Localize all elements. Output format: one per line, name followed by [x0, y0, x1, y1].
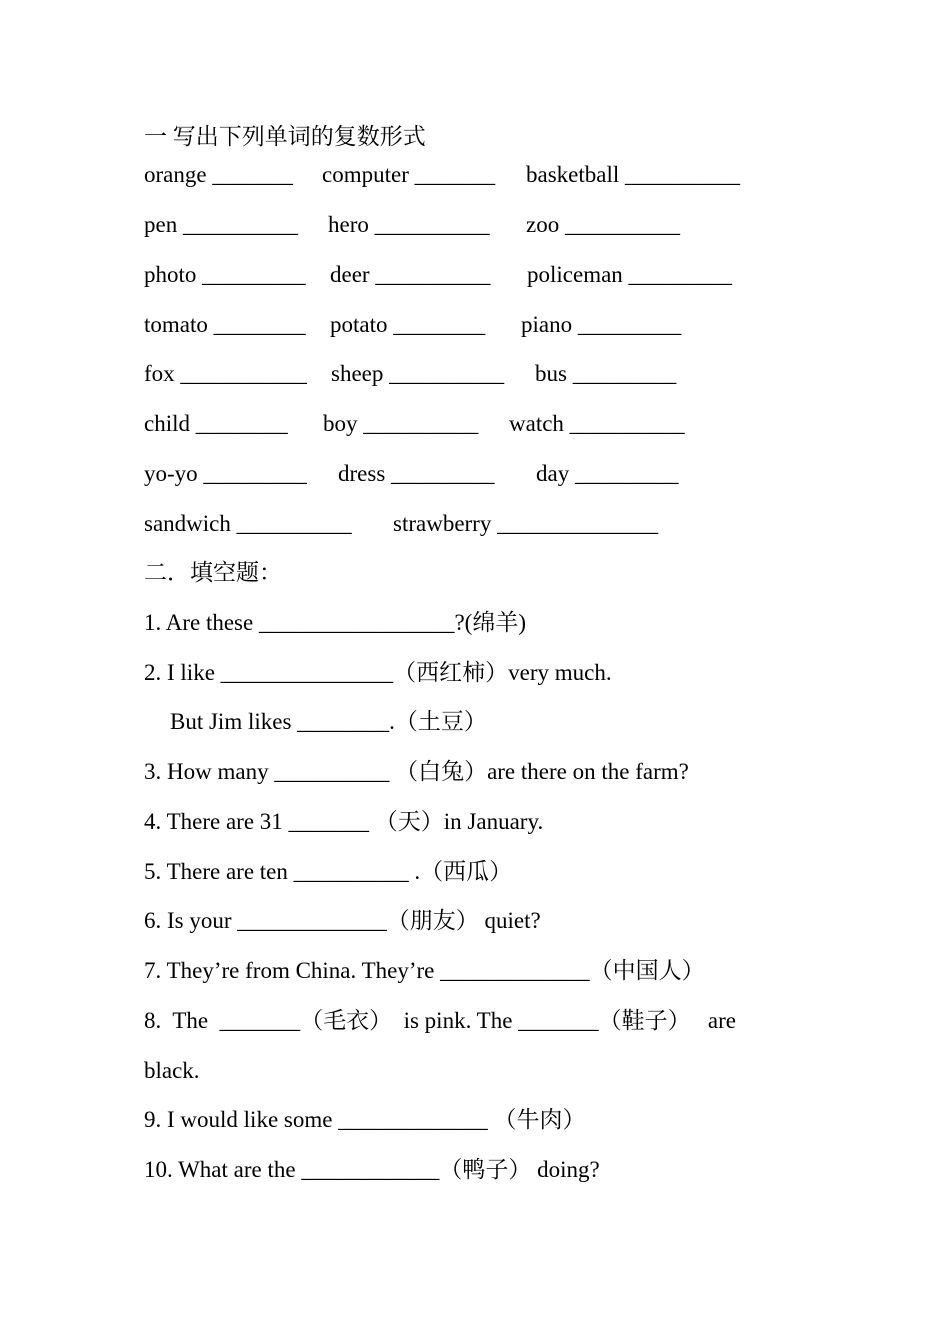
section2-title: 二．填空题： [144, 560, 282, 585]
word-item: tomato ________ [144, 312, 306, 337]
word-item: boy __________ [323, 411, 479, 436]
word-row [144, 260, 733, 290]
question-line: 6. Is your _____________（朋友） quiet? [144, 908, 541, 933]
word-row [144, 409, 685, 439]
word-item: child ________ [144, 411, 288, 436]
question-line: 8. The _______（毛衣） is pink. The _______（鞋子） are [144, 1008, 736, 1033]
question-line: 5. There are ten __________ .（西瓜） [144, 859, 513, 884]
word-item: dress _________ [338, 461, 495, 486]
word-item: pen __________ [144, 212, 298, 237]
word-row [144, 210, 680, 240]
word-row [144, 459, 679, 489]
question-line: 1. Are these _________________?(绵羊) [144, 610, 526, 635]
word-item: piano _________ [521, 312, 682, 337]
word-item: computer _______ [322, 162, 496, 187]
word-item: bus _________ [535, 361, 677, 386]
question-line: 10. What are the ____________（鸭子） doing? [144, 1157, 600, 1182]
word-item: day _________ [536, 461, 679, 486]
word-item: sheep __________ [331, 361, 505, 386]
question-line: 9. I would like some _____________ （牛肉） [144, 1107, 586, 1132]
word-item: watch __________ [509, 411, 685, 436]
question-line: black. [144, 1058, 200, 1083]
word-item: sandwich __________ [144, 511, 352, 536]
word-item: policeman _________ [527, 262, 733, 287]
word-row [144, 359, 677, 389]
question-line: 3. How many __________ （白兔）are there on the farm? [144, 759, 689, 784]
question-line: 4. There are 31 _______ （天）in January. [144, 809, 544, 834]
word-row [144, 310, 682, 340]
question-line: 2. I like _______________（西红柿）very much. [144, 660, 612, 685]
word-item: deer __________ [330, 262, 491, 287]
word-row [144, 509, 659, 539]
word-item: zoo __________ [526, 212, 680, 237]
word-item: potato ________ [330, 312, 486, 337]
question-line: But Jim likes ________.（土豆） [170, 709, 487, 734]
word-item: yo-yo _________ [144, 461, 307, 486]
word-item: orange _______ [144, 162, 293, 187]
section1-title: 一 写出下列单词的复数形式 [144, 124, 426, 149]
word-item: fox ___________ [144, 361, 307, 386]
word-item: photo _________ [144, 262, 306, 287]
word-item: strawberry ______________ [393, 511, 659, 536]
word-item: hero __________ [328, 212, 490, 237]
question-line: 7. They’re from China. They’re _____________（中国人） [144, 958, 705, 983]
word-item: basketball __________ [526, 162, 740, 187]
word-row [144, 160, 740, 190]
